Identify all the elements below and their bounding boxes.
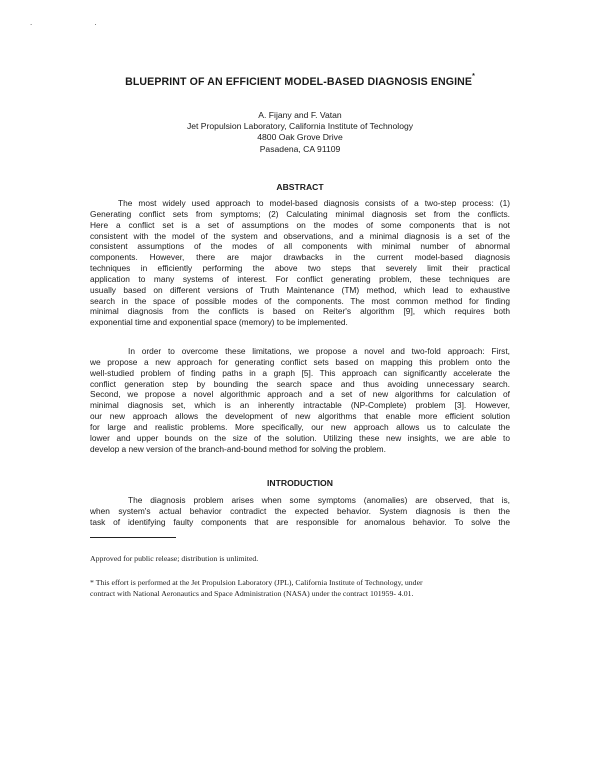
text-line: consistent assumptions of the modes of all components with minimal number of abnormal	[90, 241, 510, 252]
abstract-paragraph-1	[90, 198, 510, 328]
text-line: minimal diagnosis set, which is an inherently intractable (NP-Complete) problem [3]. However,	[90, 400, 510, 411]
text-line: usually based on different versions of Truth Maintenance (TM) method, which lead to exhaustive	[90, 284, 510, 295]
text-line: minimal diagnosis from the conflicts is based on Reiter's algorithm [9], which requires both	[90, 306, 510, 317]
text-line: lower and upper bounds on the size of the solution. Utilizing these new insights, we are able to	[90, 432, 510, 443]
text-line: Second, we propose a novel algorithmic approach and a set of new algorithms for calculation of	[90, 389, 510, 400]
text-line: Generating conflict sets from symptoms; (2) Calculating minimal diagnosis set from the conflicts.	[90, 208, 510, 219]
text-line: task of identifying faulty components that are responsible for anomalous behavior. To solve the	[90, 516, 510, 527]
text-line: Here a conflict set is a set of assumptions on the modes of some components that is not	[90, 219, 510, 230]
footnote-rule	[90, 537, 176, 538]
text-line: when system's actual behavior contradict the expected behavior. System diagnosis is then the	[90, 505, 510, 516]
text-line: components. However, there are major drawbacks in the current model-based diagnosis	[90, 252, 510, 263]
paper-title	[0, 73, 600, 88]
scan-marks: . .	[30, 18, 127, 27]
text-line: well-studied problem of finding paths in a graph [5]. This approach can significantly accelerate the	[90, 367, 510, 378]
introduction-paragraph-1	[90, 495, 510, 528]
author-block	[0, 110, 600, 155]
footnote-funding	[90, 577, 423, 599]
author-street: 4800 Oak Grove Drive	[257, 132, 343, 143]
text-line: techniques in efficiently performing the above two steps that severely limit their practical	[90, 263, 510, 274]
text-line: In order to overcome these limitations, we propose a novel and two-fold approach: First,	[128, 346, 510, 356]
text-line: The most widely used approach to model-based diagnosis consists of a two-step process: (1)	[118, 198, 510, 208]
text-line: application to many systems of interest. For conflict generating problem, these techniques are	[90, 273, 510, 284]
footnote-release: Approved for public release; distribution is unlimited.	[90, 554, 259, 563]
author-names: A. Fijany and F. Vatan	[258, 110, 342, 120]
text-line: our new approach allows the development of new algorithms that enable more efficient solution	[90, 411, 510, 422]
text-line: consistent with the model of the system and observations, and a minimal diagnosis is a set of the	[90, 230, 510, 241]
text-line: conflict generation step by bounding the search space and thus avoiding unnecessary search.	[90, 378, 510, 389]
title-footnote-mark: *	[472, 73, 475, 80]
text-line: develop a new version of the branch-and-bound method for solving the problem.	[90, 443, 386, 454]
paper-title-text: BLUEPRINT OF AN EFFICIENT MODEL-BASED DIAGNOSIS ENGINE	[125, 76, 473, 88]
text-line: we propose a new approach for generating conflict sets based on mapping this problem onto the	[90, 356, 510, 367]
author-city: Pasadena, CA 91109	[259, 143, 341, 154]
text-line: for large and realistic problems. More specifically, our new approach allows us to calculate the	[90, 421, 510, 432]
text-line: The diagnosis problem arises when some symptoms (anomalies) are observed, that is,	[128, 495, 510, 505]
text-line: search in the space of possible modes of the components. The most common method for finding	[90, 295, 510, 306]
abstract-heading: ABSTRACT	[276, 182, 324, 192]
footnote-line: contract with National Aeronautics and Space Administration (NASA) under the contract 101959- 4.01.	[90, 589, 414, 598]
text-line: exponential time and exponential space (memory) to be implemented.	[90, 317, 348, 328]
introduction-heading: INTRODUCTION	[267, 478, 333, 488]
footnote-line: * This effort is performed at the Jet Propulsion Laboratory (JPL), California Institute of Technology, under	[90, 578, 423, 587]
abstract-paragraph-2	[90, 346, 510, 454]
author-affiliation: Jet Propulsion Laboratory, California Institute of Technology	[186, 121, 414, 132]
